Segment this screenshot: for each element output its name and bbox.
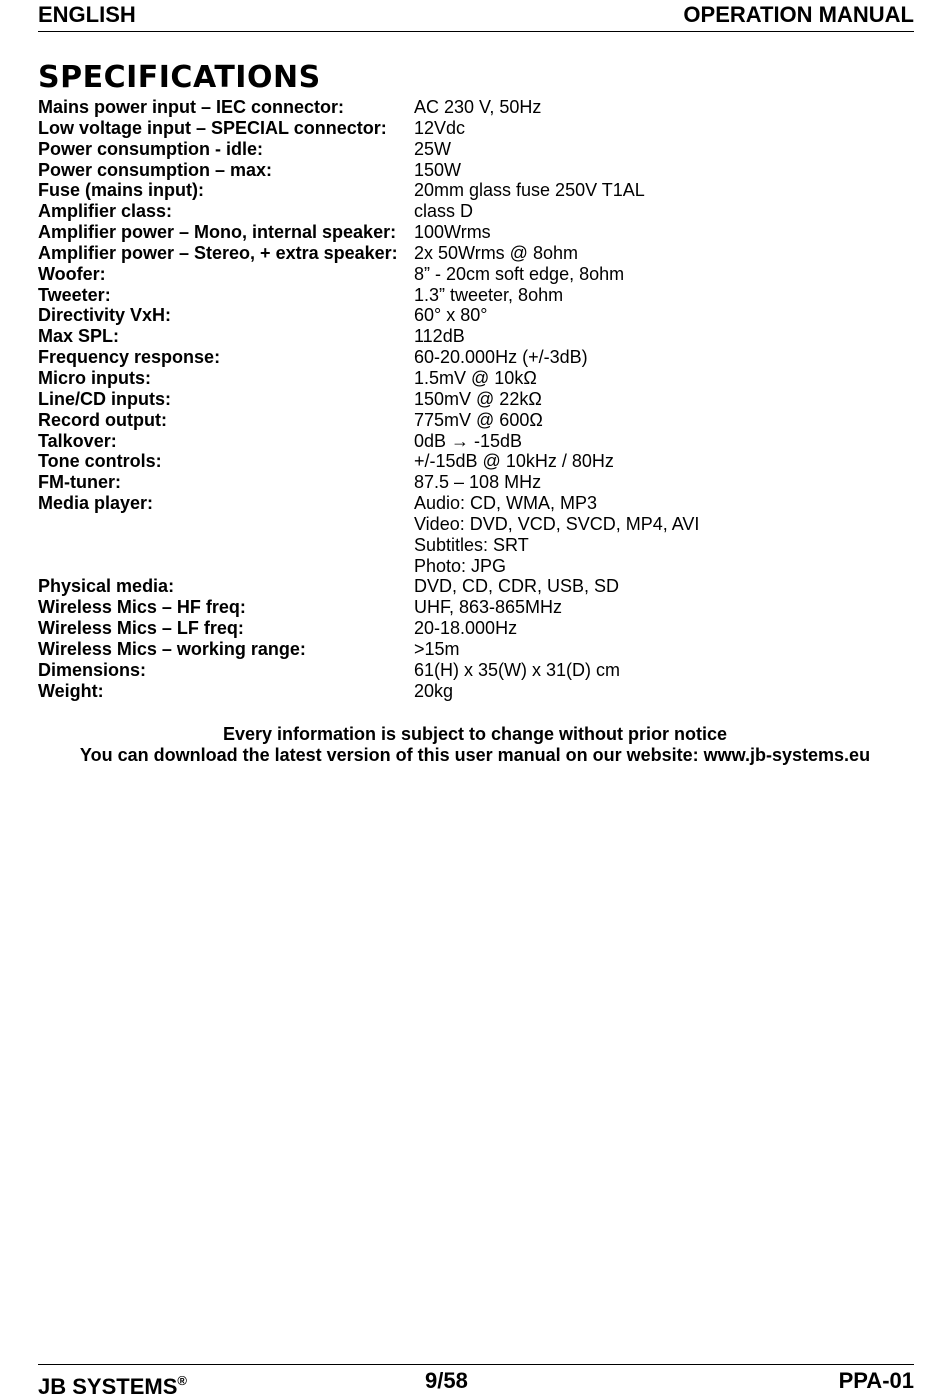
spec-label: Fuse (mains input): xyxy=(38,180,204,201)
spec-value-group xyxy=(414,410,918,431)
spec-value-group xyxy=(414,576,918,597)
spec-value: 20mm glass fuse 250V T1AL xyxy=(414,180,645,201)
spec-row xyxy=(38,451,918,472)
spec-row xyxy=(38,180,918,201)
spec-value-group xyxy=(414,451,918,472)
spec-value: 100Wrms xyxy=(414,222,491,243)
spec-value-group xyxy=(414,160,918,181)
spec-value-group xyxy=(414,639,918,660)
spec-value-group xyxy=(414,285,918,306)
spec-row xyxy=(38,222,918,243)
header-manual-title: OPERATION MANUAL xyxy=(683,2,914,27)
spec-label: Micro inputs: xyxy=(38,367,151,388)
spec-value: 112dB xyxy=(414,326,465,347)
spec-value: 61(H) x 35(W) x 31(D) cm xyxy=(414,659,621,680)
spec-row xyxy=(38,493,918,576)
spec-label: Line/CD inputs: xyxy=(38,388,171,409)
spec-value: UHF, 863-865MHz xyxy=(414,597,563,618)
spec-label: Record output: xyxy=(38,409,167,430)
footer-brand xyxy=(38,1368,187,1400)
spec-value: +/-15dB @ 10kHz / 80Hz xyxy=(414,451,614,472)
spec-row xyxy=(38,243,918,264)
spec-row xyxy=(38,597,918,618)
spec-label: Weight: xyxy=(38,680,104,701)
spec-label: Mains power input – IEC connector: xyxy=(38,97,345,117)
spec-value: 8” - 20cm soft edge, 8ohm xyxy=(414,263,625,284)
spec-label: Power consumption – max: xyxy=(38,159,273,180)
spec-value-group xyxy=(414,493,918,576)
spec-value-group xyxy=(414,681,918,702)
spec-value: Photo: JPG xyxy=(414,555,507,576)
spec-value-group xyxy=(414,368,918,389)
spec-value: 2x 50Wrms @ 8ohm xyxy=(414,242,578,263)
notice-line-2: You can download the latest version of this user manual on our website: www.jb-systems.eu xyxy=(79,745,871,765)
spec-value: DVD, CD, CDR, USB, SD xyxy=(414,576,620,597)
spec-label: Talkover: xyxy=(38,430,117,451)
spec-value-group xyxy=(414,347,918,368)
spec-value-group xyxy=(414,618,918,639)
spec-row xyxy=(38,576,918,597)
spec-value-group xyxy=(414,660,918,681)
brand-name: JB SYSTEMS xyxy=(38,1374,178,1399)
spec-label: FM-tuner: xyxy=(38,472,121,493)
footer-model: PPA-01 xyxy=(838,1368,914,1393)
notice-line-1: Every information is subject to change without prior notice xyxy=(222,724,728,744)
spec-value: 25W xyxy=(414,138,452,159)
spec-value: 20-18.000Hz xyxy=(414,618,518,639)
spec-label: Media player: xyxy=(38,493,154,514)
spec-value: AC 230 V, 50Hz xyxy=(414,97,542,117)
spec-value: Video: DVD, VCD, SVCD, MP4, AVI xyxy=(414,513,700,534)
spec-row xyxy=(38,410,918,431)
spec-row xyxy=(38,431,918,452)
spec-value: 775mV @ 600Ω xyxy=(414,409,543,430)
spec-value-group xyxy=(414,305,918,326)
spec-row xyxy=(38,118,918,139)
spec-value: 87.5 – 108 MHz xyxy=(414,472,542,493)
page-header xyxy=(38,0,914,32)
spec-value: 150mV @ 22kΩ xyxy=(414,388,542,409)
header-language: ENGLISH xyxy=(38,2,136,27)
spec-label: Dimensions: xyxy=(38,659,147,680)
spec-label: Low voltage input – SPECIAL connector: xyxy=(38,117,387,138)
spec-label: Amplifier class: xyxy=(38,201,173,222)
spec-value-group xyxy=(414,264,918,285)
footer-divider xyxy=(38,1364,914,1365)
spec-value: 150W xyxy=(414,159,462,180)
spec-row xyxy=(38,347,918,368)
spec-row xyxy=(38,618,918,639)
spec-value-group xyxy=(414,243,918,264)
spec-row xyxy=(38,472,918,493)
spec-value: 1.5mV @ 10kΩ xyxy=(414,367,537,388)
spec-value-group xyxy=(414,389,918,410)
spec-row xyxy=(38,264,918,285)
spec-value-group xyxy=(414,326,918,347)
spec-value-group xyxy=(414,139,918,160)
spec-row xyxy=(38,660,918,681)
spec-row xyxy=(38,139,918,160)
spec-value-group xyxy=(414,180,918,201)
spec-label: Amplifier power – Stereo, + extra speaker: xyxy=(38,242,398,263)
spec-label: Power consumption - idle: xyxy=(38,138,264,159)
spec-row xyxy=(38,639,918,660)
spec-row xyxy=(38,305,918,326)
spec-value: 0dB → -15dB xyxy=(414,430,523,451)
spec-value: Subtitles: SRT xyxy=(414,534,529,555)
spec-label: Woofer: xyxy=(38,263,106,284)
spec-value-group xyxy=(414,201,918,222)
spec-label: Wireless Mics – LF freq: xyxy=(38,618,244,639)
spec-row xyxy=(38,201,918,222)
spec-value: 1.3” tweeter, 8ohm xyxy=(414,284,564,305)
spec-label: Max SPL: xyxy=(38,326,120,347)
spec-label: Tone controls: xyxy=(38,451,162,472)
spec-row xyxy=(38,389,918,410)
spec-value: class D xyxy=(414,201,474,222)
spec-label: Wireless Mics – working range: xyxy=(38,638,306,659)
spec-value: >15m xyxy=(414,638,460,659)
change-notice xyxy=(0,724,950,766)
page-number: 9/58 xyxy=(425,1368,468,1393)
spec-row xyxy=(38,285,918,306)
spec-value-group xyxy=(414,97,918,118)
spec-row xyxy=(38,326,918,347)
spec-row xyxy=(38,368,918,389)
registered-mark: ® xyxy=(177,1373,187,1388)
spec-value-group xyxy=(414,431,918,452)
spec-row xyxy=(38,160,918,181)
spec-label: Tweeter: xyxy=(38,284,111,305)
spec-value-group xyxy=(414,472,918,493)
spec-row xyxy=(38,97,918,118)
spec-label: Wireless Mics – HF freq: xyxy=(38,597,246,618)
spec-row xyxy=(38,681,918,702)
spec-label: Directivity VxH: xyxy=(38,305,172,326)
spec-value: 60° x 80° xyxy=(414,305,488,326)
spec-value-group xyxy=(414,597,918,618)
spec-label: Amplifier power – Mono, internal speaker: xyxy=(38,222,397,243)
spec-value-group xyxy=(414,222,918,243)
spec-value: 60-20.000Hz (+/-3dB) xyxy=(414,347,588,368)
spec-label: Frequency response: xyxy=(38,347,221,368)
spec-value: 20kg xyxy=(414,680,454,701)
spec-label: Physical media: xyxy=(38,576,175,597)
specifications-table xyxy=(38,97,918,701)
page-footer xyxy=(38,1368,914,1399)
spec-value-group xyxy=(414,118,918,139)
spec-value: 12Vdc xyxy=(414,117,466,138)
section-title: SPECIFICATIONS xyxy=(38,60,321,95)
spec-value: Audio: CD, WMA, MP3 xyxy=(414,493,598,514)
